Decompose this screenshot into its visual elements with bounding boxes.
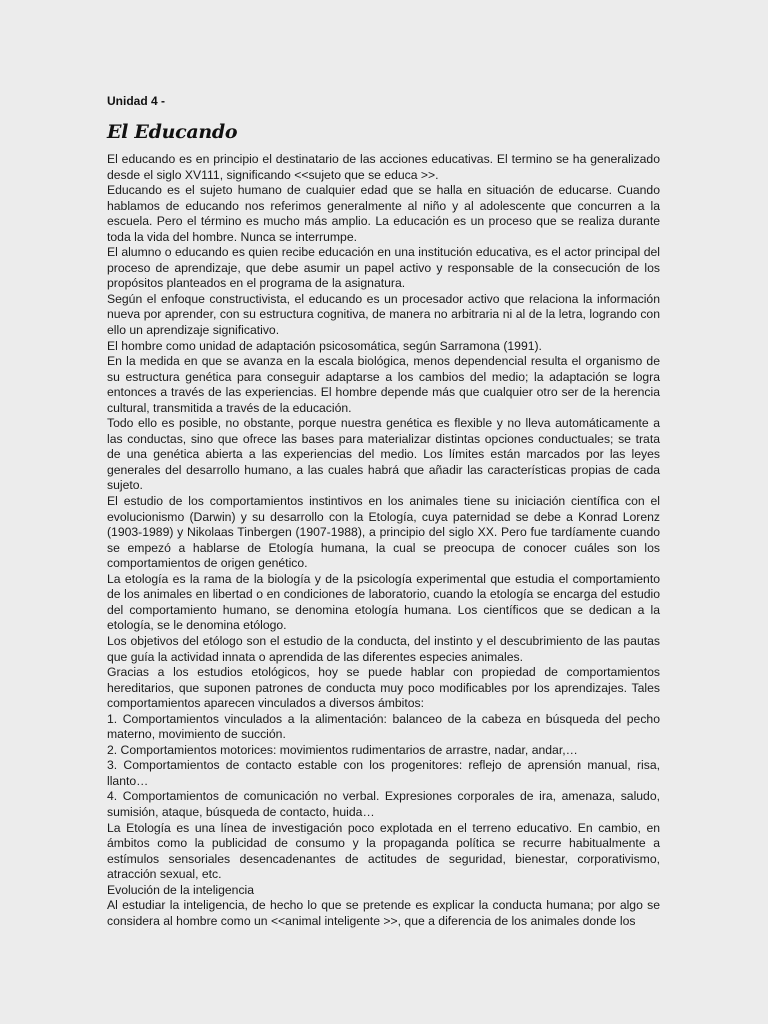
page-title: El Educando — [107, 121, 238, 143]
section-heading: Evolución de la inteligencia — [107, 882, 255, 897]
paragraph: Todo ello es posible, no obstante, porque nuestra genética es flexible y no lleva automáticamente a las conductas, sino que ofrece las bases para materializar distintas opciones conductuales; se trata de una genética abierta a las experiencias del medio. Los límites están marcados por las leyes generales del desarrollo humano, a las cuales habrá que añadir las características propias de cada sujeto. — [107, 416, 660, 493]
paragraph: Los objetivos del etólogo son el estudio de la conducta, del instinto y el descubrimiento de las pautas que guía la actividad innata o aprendida de las diferentes especies animales. — [107, 633, 660, 664]
paragraph: Al estudiar la inteligencia, de hecho lo que se pretende es explicar la conducta humana; por algo se considera al hombre como un <<animal inteligente >>, que a diferencia de los animales donde los — [107, 898, 660, 928]
paragraph: El estudio de los comportamientos instintivos en los animales tiene su iniciación científica con el evolucionismo (Darwin) y su desarrollo con la Etología, cuya paternidad se debe a Konrad Lorenz (1903-1989) y Nikolaas Tinbergen (1907-1988), a principio del siglo XX. Pero fue tardíamente cuando se empezó a hablarse de Etología humana, la cual se preocupa de conocer cuáles son los comportamientos de origen genético. — [107, 494, 660, 571]
paragraph: Gracias a los estudios etológicos, hoy se puede hablar con propiedad de comportamientos hereditarios, que suponen patrones de conducta muy poco modificables por los aprendizajes. Tales comportamientos aparecen vinculados a diversos ámbitos: — [107, 665, 660, 711]
unit-label: Unidad 4 - — [107, 94, 166, 108]
paragraph: La Etología es una línea de investigación poco explotada en el terreno educativo. En cambio, en ámbitos como la publicidad de consumo y la propaganda política se recurre habitualmente a estímulos sensoriales desencadenantes de actitudes de seguridad, bienestar, corporativismo, atracción sexual, etc. — [107, 820, 660, 882]
paragraph: La etología es la rama de la biología y de la psicología experimental que estudia el comportamiento de los animales en libertad o en condiciones de laboratorio, cuando la etología se encarga del estudio del comportamiento humano, se denomina etología humana. Los científicos que se dedican a la etología, se le denomina etólogo. — [107, 571, 660, 633]
list-item: 1. Comportamientos vinculados a la alimentación: balanceo de la cabeza en búsqueda del pecho materno, movimiento de succión. — [107, 711, 660, 742]
paragraph: Según el enfoque constructivista, el educando es un procesador activo que relaciona la información nueva por aprender, con su estructura cognitiva, de manera no arbitraria ni al de la letra, logrando con ello un aprendizaje significativo. — [107, 291, 660, 338]
list-item: 2. Comportamientos motorices: movimientos rudimentarios de arrastre, nadar, andar,… — [107, 742, 578, 757]
paragraph: El educando es en principio el destinatario de las acciones educativas. El termino se ha generalizado desde el siglo XV111, significando <<sujeto que se educa >>. — [107, 152, 660, 182]
body-text — [107, 152, 660, 929]
list-item: 4. Comportamientos de comunicación no verbal. Expresiones corporales de ira, amenaza, saludo, sumisión, ataque, búsqueda de contacto, huida… — [107, 789, 660, 819]
paragraph: En la medida en que se avanza en la escala biológica, menos dependencial resulta el organismo de su estructura genética para conseguir adaptarse a los cambios del medio; la adaptación se logra entonces a través de las experiencias. El hombre depende más que cualquier otro ser de la herencia cultural, transmitida a través de la educación. — [107, 354, 660, 415]
list-item: 3. Comportamientos de contacto estable con los progenitores: reflejo de aprensión manual, risa, llanto… — [107, 758, 660, 788]
paragraph: Educando es el sujeto humano de cualquier edad que se halla en situación de educarse. Cuando hablamos de educando nos referimos generalmente al niño y al adolescente que concurren a la escuela. Pero el término es mucho más amplio. La educación es un proceso que se realiza durante toda la vida del hombre. Nunca se interrumpe. — [107, 183, 660, 244]
paragraph: El hombre como unidad de adaptación psicosomática, según Sarramona (1991). — [107, 338, 542, 353]
paragraph: El alumno o educando es quien recibe educación en una institución educativa, es el actor principal del proceso de aprendizaje, que debe asumir un papel activo y responsable de la consecución de los propósitos planteados en el programa de la asignatura. — [107, 245, 660, 291]
